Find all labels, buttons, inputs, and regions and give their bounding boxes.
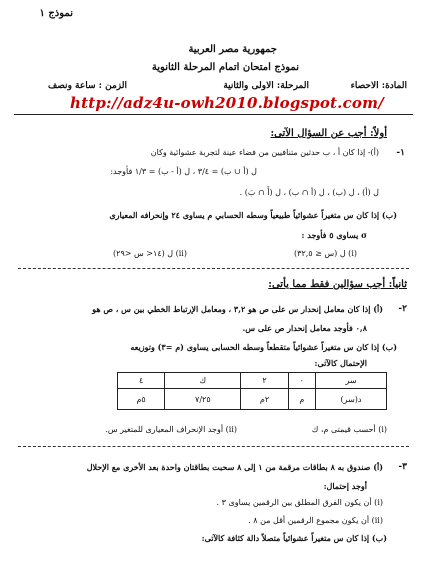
time-label: الزمن : ساعة ونصف [47, 81, 127, 91]
probability-table [117, 372, 387, 410]
q1-divider [18, 268, 409, 269]
header-divider [14, 114, 413, 115]
q2-divider [18, 446, 409, 447]
blog-url-watermark: http://adz4u-owh2010.blogspot.com/ [70, 94, 384, 112]
q2-part-i: (i) أحسب قيمتى م، ك [311, 425, 387, 434]
q1-a-line3: ل (أ) ، ل (ب) ، ل (أ ∩ ب) ، ل (أَ ∩ بَ) . [239, 188, 379, 197]
subject-label: المادة: الاحصاء [350, 81, 407, 91]
q1-number: ١- [396, 148, 405, 158]
table-cell: ك [165, 373, 241, 389]
table-cell: ٢م [241, 389, 288, 410]
q3-a-i: (i) أن يكون الفرق المطلق بين الرقمين يساوى ٣ . [216, 498, 383, 507]
q1-a-line2: ل (أ ∪ ب) = ٣/٤ ، ل (أ - ب) = ١/٣ فأوجد: [110, 167, 257, 176]
q3-a-ii: (ii) أن يكون مجموع الرقمين أقل من ٨ . [248, 516, 383, 525]
table-cell: ٥م [118, 389, 165, 410]
table-cell: م [288, 389, 315, 410]
q2-a-line1: (أ) إذا كان معامل إنحدار س على ص هو ٣,٢ ، ومعامل الإرتباط الخطي بين س ، ص هو [92, 304, 383, 314]
stage-label: المرحلة: الاولى والثانية [223, 81, 309, 91]
table-cell: ٠ [288, 373, 315, 389]
q2-heading: ثانياً: أجب سؤالين فقط مما يأتى: [268, 279, 407, 290]
table-cell: د(سر) [316, 389, 387, 410]
q2-b-line2: الإحتمال كالآتى: [314, 358, 367, 368]
q3-a-line1: (أ) صندوق به ٨ بطاقات مرقمة من ١ إلى ٨ سحبت بطاقتان واحدة بعد الأخرى مع الإحلال [86, 462, 383, 472]
table-cell: ٤ [118, 373, 165, 389]
q1-a-line1: (أ)- إذا كان أ ، ب حدثين متنافيين من فضاء عينة لتجربة عشوائية وكان [150, 148, 379, 157]
q2-part-ii: (ii) أوجد الإنحراف المعيارى للمتغير س. [105, 425, 237, 434]
q3-a-line2: أوجد إحتمال: [323, 481, 367, 491]
table-row [118, 389, 387, 410]
table-cell: سر [316, 373, 387, 389]
q1-heading: أولاً: أجب عن السؤال الآتى: [270, 128, 387, 139]
q1-b-line2: σ يساوى ٥ فأوجد : [301, 230, 367, 240]
q1-b-line1: (ب) إذا كان س متغيراً عشوائياً طبيعياً وسطه الحسابي م يساوى ٢٤ وإنحرافه المعيارى [109, 210, 397, 220]
exam-title: نموذج امتحان اتمام المرحلة الثانوية [151, 62, 299, 73]
table-cell: ٢ [241, 373, 288, 389]
q3-number: ٣- [398, 462, 407, 472]
table-cell: ٧/٢٥ [165, 389, 241, 410]
q2-b-line1: (ب) إذا كان س متغيراً عشوائياً متقطعاً وسطه الحسابى يساوى (م =٣) وتوزيعه [130, 342, 397, 352]
q2-a-line2: ٠,٨ فأوجد معامل إنحدار ص على س. [242, 323, 367, 333]
q3-b-line1: (ب) إذا كان س متغيراً عشوائياً متصلاً دالة كثافة كالآتى: [201, 533, 387, 543]
country-title: جمهورية مصر العربية [188, 44, 277, 55]
q1-b-i: (i) ل (س ≤ ٣٢,٥) [294, 249, 357, 258]
q1-b-ii: (ii) ل (١٤< س <٢٩) [113, 249, 187, 258]
model-label: نموذج ١ [39, 8, 73, 19]
table-row [118, 373, 387, 389]
q2-number: ٢- [398, 304, 407, 314]
